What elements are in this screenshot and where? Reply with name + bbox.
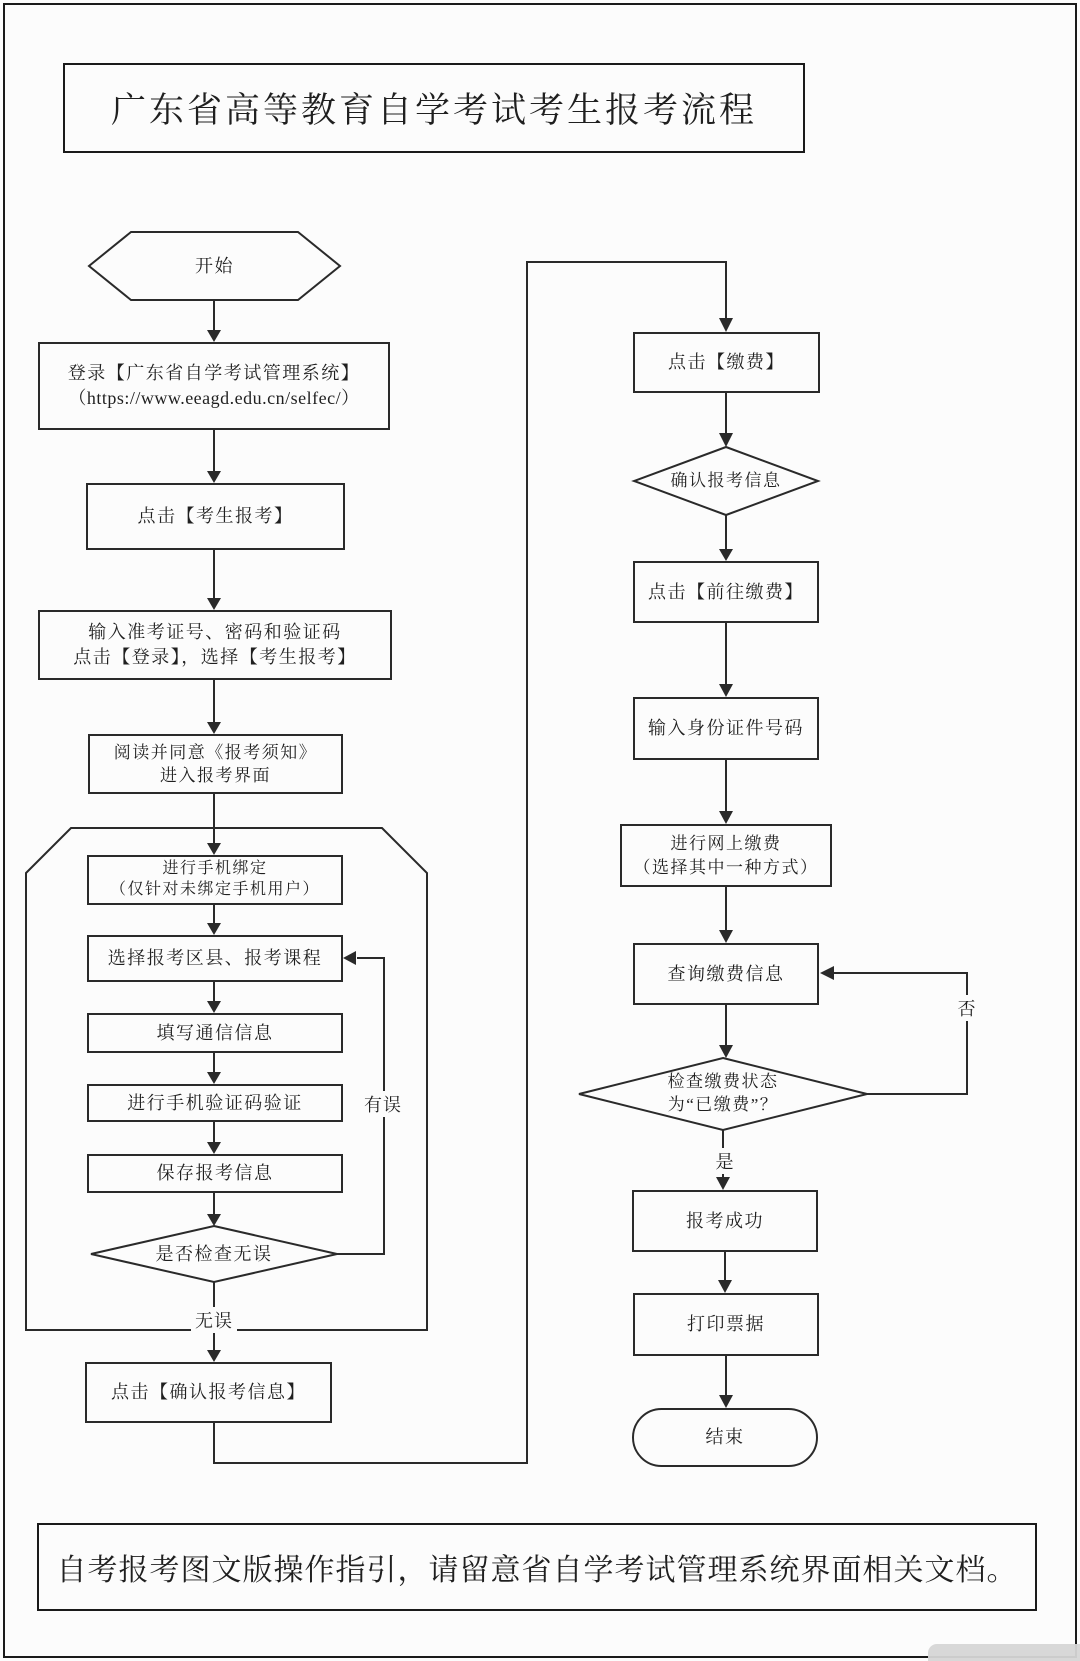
arrowhead <box>207 722 221 734</box>
node-login <box>38 342 390 430</box>
node-read-notice <box>88 734 343 794</box>
arrowhead <box>719 1045 733 1058</box>
node-check-paid-line1: 检查缴费状态 <box>667 1072 779 1092</box>
node-read-notice-line1: 阅读并同意《报考须知》 <box>113 742 318 762</box>
node-click-register <box>86 483 345 550</box>
node-click-pay-label: 点击【缴费】 <box>668 352 785 373</box>
node-check-paid <box>579 1058 867 1130</box>
node-verify-sms <box>87 1084 343 1122</box>
node-end-label: 结束 <box>705 1427 745 1448</box>
node-check-correct-label: 是否检查无误 <box>155 1243 273 1264</box>
node-bind-phone-line2: （仅针对未绑定手机用户） <box>109 881 320 898</box>
node-fill-contact-label: 填写通信信息 <box>156 1022 274 1043</box>
arrowhead <box>207 598 221 610</box>
arrowhead <box>719 318 733 332</box>
node-confirm-info-label: 点击【确认报考信息】 <box>111 1382 306 1403</box>
node-save-info <box>87 1154 343 1193</box>
node-start-label: 开始 <box>195 255 234 276</box>
arrowhead <box>207 1072 221 1084</box>
arrowhead <box>207 1142 221 1154</box>
edge-label-yes: 是 <box>712 1148 739 1174</box>
node-select-courses-label: 选择报考区县、报考课程 <box>107 948 323 969</box>
node-end <box>632 1408 818 1467</box>
node-check-paid-line2: 为“已缴费”？ <box>667 1095 779 1114</box>
arrowhead <box>207 843 221 855</box>
node-enter-credentials <box>38 610 392 680</box>
node-read-notice-line2: 进入报考界面 <box>160 766 271 785</box>
arrowhead <box>820 966 834 980</box>
node-online-pay-line1: 进行网上缴费 <box>670 834 782 854</box>
node-success <box>632 1190 818 1252</box>
node-click-register-label: 点击【考生报考】 <box>137 506 294 527</box>
arrowhead <box>719 684 733 697</box>
arrowhead <box>719 930 733 943</box>
node-success-label: 报考成功 <box>686 1210 764 1231</box>
node-click-pay <box>633 332 820 393</box>
node-bind-phone-line1: 进行手机绑定 <box>162 860 268 878</box>
node-bind-phone <box>87 855 343 905</box>
node-enter-credentials-line2: 点击【登录】，选择【考生报考】 <box>73 647 357 667</box>
edge-label-no-error: 无误 <box>191 1307 237 1333</box>
arrowhead <box>719 811 733 824</box>
node-select-courses <box>87 935 343 982</box>
node-confirm-info <box>85 1362 332 1423</box>
arrowhead <box>207 471 221 483</box>
arrowhead <box>716 1177 730 1190</box>
node-goto-pay <box>633 561 819 623</box>
node-query-pay-label: 查询缴费信息 <box>667 963 785 984</box>
arrowhead <box>718 1280 732 1293</box>
node-login-line2: （https://www.eeagd.edu.cn/selfec/） <box>68 388 360 408</box>
node-confirm-reg-info <box>634 447 818 515</box>
page-title: 广东省高等教育自学考试考生报考流程 <box>110 91 757 130</box>
node-print-receipt-label: 打印票据 <box>687 1314 765 1335</box>
node-check-correct <box>91 1226 337 1282</box>
footer-note-box <box>37 1523 1037 1611</box>
node-enter-id <box>633 697 819 760</box>
edge-label-has-error: 有误 <box>360 1091 406 1117</box>
node-login-line1: 登录【广东省自学考试管理系统】 <box>67 363 361 384</box>
arrowhead <box>207 1214 221 1226</box>
arrowhead <box>719 1395 733 1408</box>
arrowhead <box>719 433 733 447</box>
node-start <box>89 232 340 300</box>
node-online-pay-line2: （选择其中一种方式） <box>633 857 819 877</box>
footer-note: 自考报考图文版操作指引，请留意省自学考试管理系统界面相关文档。 <box>56 1554 1018 1587</box>
arrowhead <box>207 330 221 342</box>
node-confirm-reg-info-label: 确认报考信息 <box>670 470 782 490</box>
arrowhead <box>207 1001 221 1013</box>
arrowhead <box>719 549 733 561</box>
node-enter-credentials-line1: 输入准考证号、密码和验证码 <box>88 622 342 643</box>
edge-label-no: 否 <box>954 995 981 1021</box>
node-save-info-label: 保存报考信息 <box>156 1163 274 1184</box>
watermark <box>928 1644 1080 1661</box>
node-online-pay <box>620 824 832 887</box>
node-query-pay <box>633 943 819 1005</box>
arrowhead <box>207 923 221 935</box>
node-fill-contact <box>87 1013 343 1053</box>
node-print-receipt <box>633 1293 819 1356</box>
node-verify-sms-label: 进行手机验证码验证 <box>127 1092 303 1113</box>
arrowhead <box>343 951 356 965</box>
node-goto-pay-label: 点击【前往缴费】 <box>648 581 804 602</box>
node-enter-id-label: 输入身份证件号码 <box>648 718 804 739</box>
arrowhead <box>207 1350 221 1362</box>
